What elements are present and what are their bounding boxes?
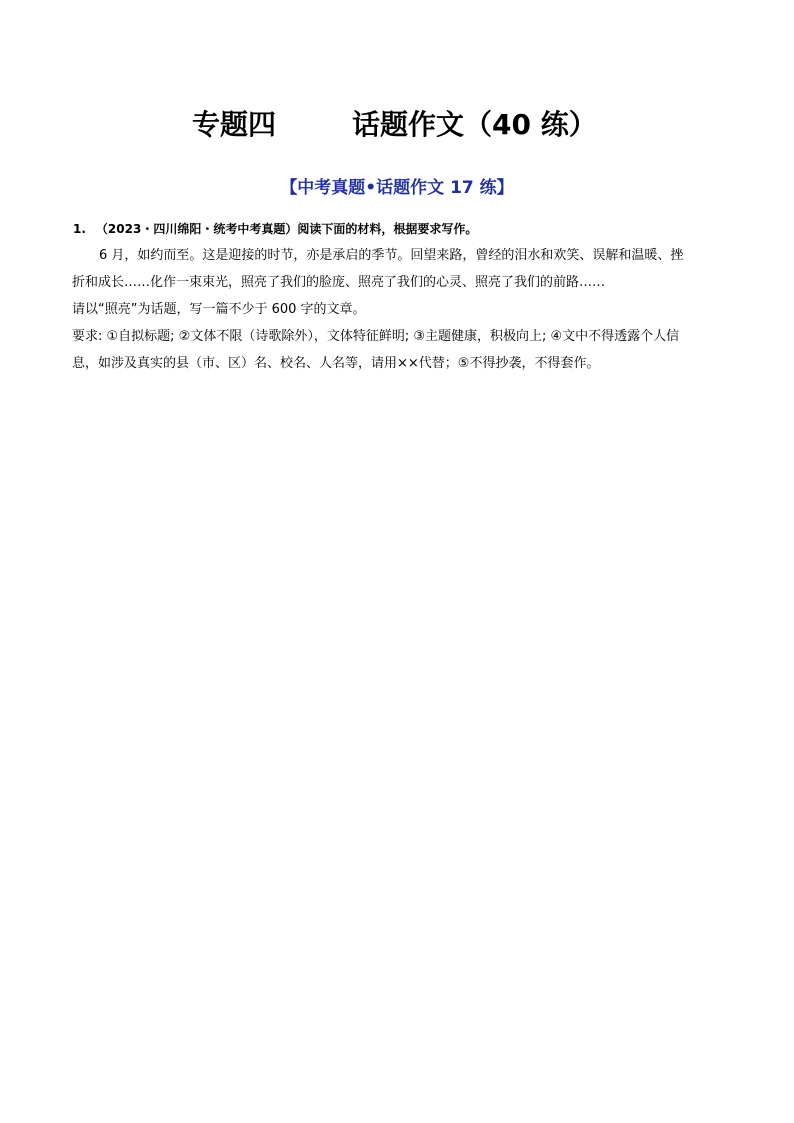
material-text-line-1: 6 月，如约而至。这是迎接的时节，亦是承启的季节。回望来路，曾经的泪水和欢笑、误解和温暖、挫 [99, 248, 684, 263]
title-topic-number: 专题四 [192, 108, 277, 141]
title-topic-name: 话题作文（40 练） [352, 108, 597, 141]
section-heading: 【中考真题•话题作文 17 练】 [280, 178, 514, 198]
writing-prompt: 请以“照亮”为话题，写一篇不少于 600 字的文章。 [72, 302, 366, 317]
question-header [73, 218, 733, 240]
question-source: （2023・四川绵阳・统考中考真题）阅读下面的材料，根据要求写作。 [95, 222, 478, 236]
requirements-line-2: 息，如涉及真实的县（市、区）名、校名、人名等，请用××代替；⑤不得抄袭，不得套作。 [72, 356, 600, 371]
material-text-line-2: 折和成长……化作一束束光，照亮了我们的脸庞、照亮了我们的心灵、照亮了我们的前路…… [72, 275, 606, 290]
question-number: 1. [73, 222, 86, 236]
page-title [0, 103, 794, 147]
requirements-line-1: 要求: ①自拟标题; ②文体不限（诗歌除外），文体特征鲜明; ③主题健康，积极向上; ④文中不得透露个人信 [72, 329, 680, 344]
